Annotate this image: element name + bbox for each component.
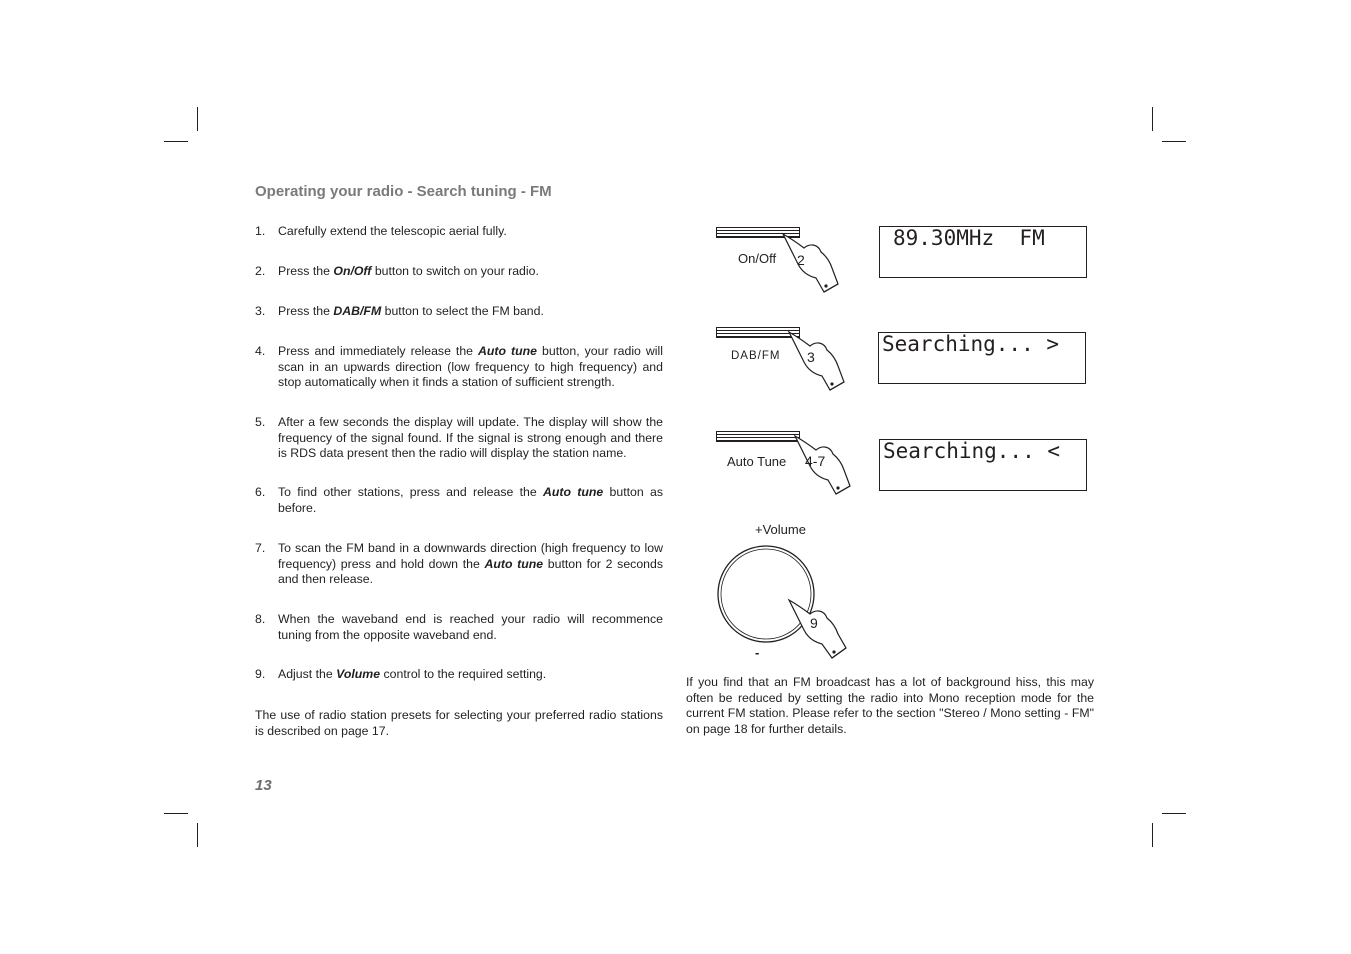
control-name: Auto tune (478, 344, 537, 358)
step-text: Press and immediately release the Auto tune button, your radio will scan in an upwards direction (low frequency to high frequency) and stop automatically when it finds a station of sufficient strength. (278, 344, 663, 389)
step-text: When the waveband end is reached your radio will recommence tuning from the opposite waveband end. (278, 612, 663, 642)
instruction-step (255, 344, 663, 391)
background-hiss-note: If you find that an FM broadcast has a lot of background hiss, this may often be reduced by setting the radio into Mono reception mode for the current FM station. Please refer to the section "Stereo / Mono setting - FM" on page 18 for further details. (686, 675, 1094, 736)
instruction-step (255, 485, 663, 516)
step-number: 4. (255, 344, 266, 358)
instruction-step (255, 415, 663, 462)
control-name: DAB/FM (333, 304, 382, 318)
auto-tune-label: Auto Tune (727, 454, 787, 469)
step-text: Press the DAB/FM button to select the FM band. (278, 304, 544, 318)
step-number: 9. (255, 667, 266, 681)
crop-mark (164, 813, 188, 814)
crop-mark (197, 823, 198, 847)
crop-mark (1162, 813, 1186, 814)
lcd-display-text: 89.30MHz FM (893, 226, 1045, 250)
pointing-finger-icon (786, 594, 854, 660)
instruction-step (255, 612, 663, 643)
crop-mark (1152, 823, 1153, 847)
lcd-display (878, 332, 1086, 384)
crop-mark (197, 107, 198, 131)
lcd-display (879, 439, 1087, 491)
step-number-label: 9 (810, 615, 818, 631)
crop-mark (1152, 107, 1153, 131)
instruction-step (255, 264, 663, 280)
crop-mark (1162, 141, 1186, 142)
step-text: To find other stations, press and release the Auto tune button as before. (278, 485, 663, 515)
instruction-step (255, 224, 663, 240)
step-number: 3. (255, 304, 266, 318)
step-text: Carefully extend the telescopic aerial fully. (278, 224, 507, 238)
section-heading: Operating your radio - Search tuning - FM (255, 183, 552, 200)
step-number-label: 2 (797, 252, 805, 268)
auto-tune-button-graphic (716, 431, 800, 442)
page-number: 13 (255, 777, 272, 794)
step-number: 5. (255, 415, 266, 429)
lcd-display (879, 226, 1087, 278)
step-number: 8. (255, 612, 266, 626)
step-text: Press the On/Off button to switch on your radio. (278, 264, 539, 278)
step-number: 7. (255, 541, 266, 555)
instruction-step (255, 667, 663, 683)
lcd-display-text: Searching... < (883, 439, 1061, 463)
control-name: Auto tune (542, 485, 604, 499)
control-name: Volume (336, 667, 381, 681)
pointing-finger-icon (786, 326, 850, 392)
crop-mark (164, 141, 188, 142)
instruction-step (255, 304, 663, 320)
on-off-label: On/Off (738, 251, 777, 266)
step-number: 1. (255, 224, 266, 238)
step-number-label: 3 (807, 349, 815, 365)
volume-minus-label: - (755, 645, 760, 660)
presets-note: The use of radio station presets for selecting your preferred radio stations is described on page 17. (255, 708, 663, 738)
dab-fm-label: DAB/FM (731, 350, 781, 362)
step-text: Adjust the Volume control to the required setting. (278, 667, 547, 681)
lcd-display-text: Searching... > (882, 332, 1060, 356)
pointing-finger-icon (780, 228, 844, 294)
step-text: After a few seconds the display will update. The display will show the frequency of the signal found. If the signal is strong enough and there is RDS data present then the radio will display the station name. (278, 415, 663, 460)
instruction-step (255, 541, 663, 588)
step-number: 6. (255, 485, 266, 499)
step-text: To scan the FM band in a downwards direction (high frequency to low frequency) press and hold down the Auto tune button for 2 seconds and then release. (278, 541, 663, 586)
step-number-label: 4-7 (805, 453, 826, 469)
control-name: Auto tune (484, 556, 544, 571)
volume-plus-label: +Volume (755, 522, 806, 537)
control-name: On/Off (333, 264, 372, 278)
step-number: 2. (255, 264, 266, 278)
